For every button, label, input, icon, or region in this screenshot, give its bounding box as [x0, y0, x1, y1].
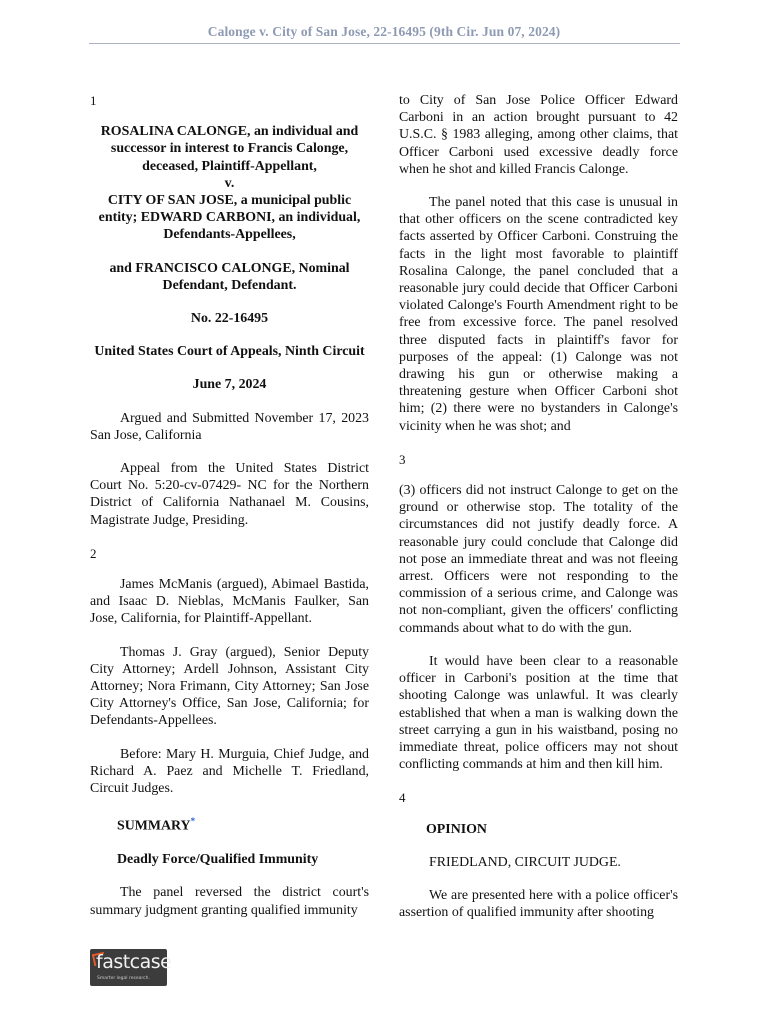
left-column — [90, 92, 369, 919]
caption-plaintiff: ROSALINA CALONGE, an individual and successor in interest to Francis Calonge, deceased, Plaintiff-Appellant, — [100, 124, 359, 174]
footnote-link[interactable]: * — [190, 816, 196, 827]
caption-nominal-defendant: and FRANCISCO CALONGE, Nominal Defendant, Defendant. — [109, 260, 350, 293]
page-header — [0, 0, 768, 46]
page-number: 3 — [399, 451, 406, 467]
opinion-paragraph: We are presented here with a police officer's assertion of qualified immunity after shooting — [399, 887, 678, 921]
argued-paragraph: Argued and Submitted November 17, 2023 San Jose, California — [90, 410, 369, 443]
counsel-appellees: Thomas J. Gray (argued), Senior Deputy City Attorney; Ardell Johnson, Assistant City Attorney; Nora Frimann, City Attorney; San Jose City Attorney's Office, San Jose, California; for Defendants-Appellees. — [90, 644, 369, 729]
right-column — [399, 92, 678, 921]
counsel-appellant: James McManis (argued), Abimael Bastida, and Isaac D. Nieblas, McManis Faulker, San Jose, California, for Plaintiff-Appellant. — [90, 577, 369, 627]
header-divider — [89, 43, 680, 44]
appeal-paragraph: Appeal from the United States District Court No. 5:20-cv-07429- NC for the Northern District of California Nathanael M. Cousins, Magistrate Judge, Presiding. — [90, 461, 369, 528]
panel-analysis-paragraph: The panel noted that this case is unusual in that other officers on the scene contradicted key facts asserted by Officer Carboni. Construing the facts in the light most favorable to plaintiff Rosalina Calonge, the panel concluded that a reasonable jury could decide that Officer Carboni violated Calonge's Fourth Amendment right to be free from excessive force. The panel resolved three disputed facts in plaintiff's favor for purposes of the appeal: (1) Calonge was not drawing his gun or otherwise making a threatening gesture when Officer Carboni shot him; (2) there were no bystanders in Calonge's vicinity when he was shot; and — [399, 195, 678, 434]
judge-name: FRIEDLAND, CIRCUIT JUDGE. — [429, 854, 621, 870]
summary-continued: to City of San Jose Police Officer Edward Carboni in an action brought pursuant to 42 U.S.C. § 1983 alleging, among other claims, that Officer Carboni used excessive deadly force when he shot and killed Francis Calonge. — [399, 93, 678, 177]
page-number: 4 — [399, 790, 406, 806]
summary-paragraph: The panel reversed the district court's summary judgment granting qualified immunity — [90, 885, 369, 918]
clearly-established-paragraph: It would have been clear to a reasonable officer in Carboni's position at the time that shooting Calonge was unlawful. It was clearly established that when a man is walking down the street carrying a gun in his waistband, posing no immediate threat, police officers may not shout conflicting commands at him and then kill him. — [399, 653, 678, 773]
caption-defendants: CITY OF SAN JOSE, a municipal public entity; EDWARD CARBONI, an individual, Defendants-Appellees, — [98, 193, 361, 243]
page-number: 1 — [90, 93, 97, 108]
summary-heading — [90, 813, 369, 835]
disputed-facts-paragraph: (3) officers did not instruct Calonge to get on the ground or otherwise stop. The totality of the circumstances did not justify deadly force. A reasonable jury could conclude that Calonge did not pose an immediate threat and was not fleeing arrest. Officers were not responding to the commission of a serious crime, and Calonge was not non-compliant, given the officers' conflicting commands about what to do with the gun. — [399, 483, 678, 636]
subheading: Deadly Force/Qualified Immunity — [117, 852, 319, 868]
page-number: 2 — [90, 545, 97, 561]
opinion-heading: OPINION — [426, 821, 487, 837]
decision-date: June 7, 2024 — [192, 377, 267, 393]
logo-wordmark: fastcase — [96, 951, 172, 973]
fastcase-logo — [90, 949, 172, 986]
summary-heading-text: SUMMARY — [117, 818, 191, 834]
panel-judges: Before: Mary H. Murguia, Chief Judge, and Richard A. Paez and Michelle T. Friedland, Circuit Judges. — [90, 746, 369, 797]
court-name: United States Court of Appeals, Ninth Circuit — [94, 344, 365, 360]
document-title: Calonge v. City of San Jose, 22-16495 (9th Cir. Jun 07, 2024) — [207, 24, 561, 39]
caption-versus: v. — [224, 175, 235, 191]
case-number: No. 22-16495 — [190, 311, 269, 327]
logo-tagline: Smarter legal research. — [97, 976, 150, 981]
